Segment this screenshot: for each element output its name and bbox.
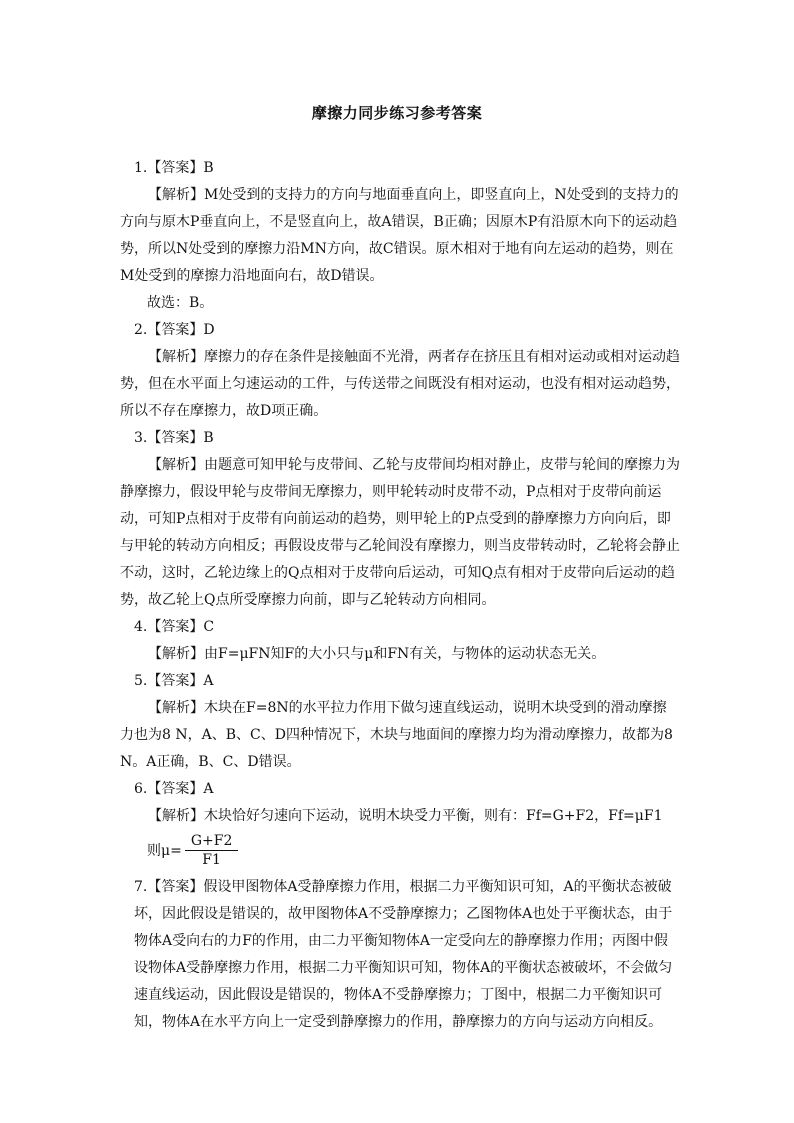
answer-block-7 bbox=[120, 874, 680, 1036]
answer-label-4: 4.【答案】C bbox=[134, 619, 215, 635]
analysis-7: 假设甲图物体A受静摩擦力作用，根据二力平衡知识可知，A的平衡状态被破坏，因此假设是错误的，故甲图物体A不受静摩擦力；乙图物体A也处于平衡状态，由于物体A受向右的力F的作用，由二力平衡知物体A一定受向左的静摩擦力作用；丙图中假设物体A受静摩擦力作用，根据二力平衡知识可知，物体A的平衡状态被破坏，不会做匀速直线运动，因此假设是错误的，物体A不受静摩擦力；丁图中，根据二力平衡知识可知，物体A在水平方向上一定受到静摩擦力的作用，静摩擦力的方向与运动方向相反。 bbox=[134, 879, 673, 1030]
answer-label-5: 5.【答案】A bbox=[134, 673, 214, 689]
page-title: 摩擦力同步练习参考答案 bbox=[311, 104, 483, 122]
analysis-5: 【解析】木块在F=8N的水平拉力作用下做匀速直线运动，说明木块受到的滑动摩擦力也为8 N，A、B、C、D四种情况下，木块与地面间的摩擦力均为滑动摩擦力，故都为8 N。A正确，B、C、D错误。 bbox=[120, 700, 673, 770]
analysis-2: 【解析】摩擦力的存在条件是接触面不光滑，两者存在挤压且有相对运动或相对运动趋势，但在水平面上匀速运动的工件，与传送带之间既没有相对运动，也没有相对运动趋势，所以不存在摩擦力，故D项正确。 bbox=[120, 349, 680, 419]
analysis-4: 【解析】由F=μFN知F的大小只与μ和FN有关，与物体的运动状态无关。 bbox=[148, 646, 606, 662]
answer-label-7: 7.【答案】 bbox=[134, 879, 204, 895]
formula-fraction bbox=[185, 833, 239, 869]
analysis-1: 【解析】M处受到的支持力的方向与地面垂直向上，即竖直向上，N处受到的支持力的方向与原木P垂直向上，不是竖直向上，故A错误，B正确；因原木P有沿原木向下的运动趋势，所以N处受到的摩擦力沿MN方向，故C错误。原木相对于地有向左运动的趋势，则在M处受到的摩擦力沿地面向右，故D错误。 bbox=[120, 187, 679, 284]
answer-label-6: 6.【答案】A bbox=[134, 781, 214, 797]
answer-label-3: 3.【答案】B bbox=[134, 430, 214, 446]
answer-list bbox=[120, 155, 680, 1036]
answer-label-2: 2.【答案】D bbox=[134, 322, 215, 338]
formula-mu bbox=[120, 831, 680, 871]
formula-denominator: F1 bbox=[202, 852, 221, 868]
conclusion-1: 故选：B。 bbox=[147, 295, 214, 311]
analysis-6: 【解析】木块恰好匀速向下运动，说明木块受力平衡，则有：Ff=G+F2，Ff=μF1 bbox=[148, 808, 663, 824]
formula-numerator: G+F2 bbox=[185, 833, 239, 851]
formula-prefix: 则μ= bbox=[147, 842, 182, 859]
answer-label-1: 1.【答案】B bbox=[134, 160, 214, 176]
analysis-3: 【解析】由题意可知甲轮与皮带间、乙轮与皮带间均相对静止，皮带与轮间的摩擦力为静摩擦力，假设甲轮与皮带间无摩擦力，则甲轮转动时皮带不动，P点相对于皮带向前运动，可知P点相对于皮带有向前运动的趋势，则甲轮上的P点受到的静摩擦力方向向后，即与甲轮的转动方向相反；再假设皮带与乙轮间没有摩擦力，则当皮带转动时，乙轮将会静止不动，这时，乙轮边缘上的Q点相对于皮带向后运动，可知Q点有相对于皮带向后运动的趋势，故乙轮上Q点所受摩擦力向前，即与乙轮转动方向相同。 bbox=[120, 457, 680, 608]
